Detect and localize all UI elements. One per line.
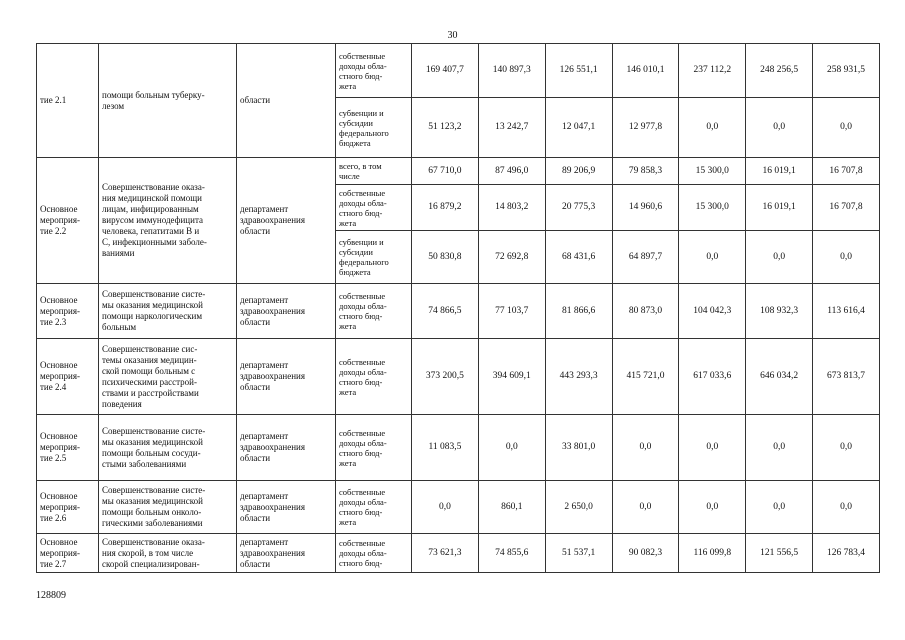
value-cell: 443 293,3 [545,339,612,415]
measure-name: помощи больным туберку- лезом [102,89,205,111]
value-cell: 16 707,8 [813,158,880,185]
value-cell: 80 873,0 [612,284,679,339]
value-cell: 13 242,7 [478,98,545,158]
value-cell: 77 103,7 [478,284,545,339]
value-cell: 33 801,0 [545,415,612,481]
value-cell: 140 897,3 [478,44,545,98]
measure-code: Основное мероприя- тие 2.5 [37,415,99,481]
executor: области [240,95,271,105]
table-row [37,284,880,339]
value-cell: 12 977,8 [612,98,679,158]
value-cell: 14 803,2 [478,185,545,231]
measure-code: Основное мероприя- тие 2.3 [37,284,99,339]
value-cell: 394 609,1 [478,339,545,415]
value-cell: 16 019,1 [746,185,813,231]
measure-name: Совершенствование оказа- ния скорой, в том числе скорой специализирован- [99,534,237,573]
funding-source: собственные доходы обла- стного бюд- жета [336,44,412,98]
measure-name: Совершенствование сис- темы оказания медицин- ской помощи больным с психическими расстрой- ствами и расстройствами поведения [99,339,237,415]
value-cell: 126 551,1 [545,44,612,98]
executor: департамент здравоохранения области [237,534,336,573]
value-cell: 15 300,0 [679,185,746,231]
value-cell: 74 855,6 [478,534,545,573]
funding-source: субвенции и субсидии федерального бюджета [336,98,412,158]
footer-document-code: 128809 [36,590,66,601]
value-cell: 0,0 [746,98,813,158]
measure-code: Основное мероприя- тие 2.7 [37,534,99,573]
table-row [37,158,880,185]
value-cell: 0,0 [746,231,813,284]
value-cell: 121 556,5 [746,534,813,573]
value-cell: 11 083,5 [412,415,479,481]
value-cell: 116 099,8 [679,534,746,573]
executor: департамент здравоохранения области [237,415,336,481]
value-cell: 16 707,8 [813,185,880,231]
funding-source: собственные доходы обла- стного бюд- жета [336,284,412,339]
value-cell: 860,1 [478,481,545,534]
value-cell: 14 960,6 [612,185,679,231]
value-cell: 0,0 [679,415,746,481]
funding-source: собственные доходы обла- стного бюд- жета [336,339,412,415]
value-cell: 67 710,0 [412,158,479,185]
budget-table [36,43,880,573]
measure-name-cell [99,158,237,284]
value-cell: 0,0 [813,415,880,481]
value-cell: 16 019,1 [746,158,813,185]
funding-source: собственные доходы обла- стного бюд- жета [336,481,412,534]
value-cell: 64 897,7 [612,231,679,284]
value-cell: 16 879,2 [412,185,479,231]
executor: департамент здравоохранения области [237,481,336,534]
value-cell: 0,0 [813,231,880,284]
value-cell: 108 932,3 [746,284,813,339]
value-cell: 0,0 [746,415,813,481]
value-cell: 12 047,1 [545,98,612,158]
funding-source: собственные доходы обла- стного бюд- жета [336,185,412,231]
value-cell: 104 042,3 [679,284,746,339]
value-cell: 0,0 [612,415,679,481]
value-cell: 50 830,8 [412,231,479,284]
measure-name-cell [99,44,237,158]
value-cell: 74 866,5 [412,284,479,339]
page-number: 30 [447,30,458,41]
table-row [37,44,880,98]
value-cell: 113 616,4 [813,284,880,339]
measure-code: Основное мероприя- тие 2.6 [37,481,99,534]
value-cell: 415 721,0 [612,339,679,415]
funding-source: собственные доходы обла- стного бюд- [336,534,412,573]
value-cell: 0,0 [412,481,479,534]
value-cell: 258 931,5 [813,44,880,98]
measure-name: Совершенствование систе- мы оказания медицинской помощи больным сосуди- стыми заболеваниями [99,415,237,481]
value-cell: 373 200,5 [412,339,479,415]
value-cell: 0,0 [679,231,746,284]
value-cell: 0,0 [813,98,880,158]
executor: департамент здравоохранения области [237,339,336,415]
value-cell: 0,0 [612,481,679,534]
table-row [37,534,880,573]
value-cell: 15 300,0 [679,158,746,185]
value-cell: 20 775,3 [545,185,612,231]
executor-cell [237,158,336,284]
value-cell: 72 692,8 [478,231,545,284]
value-cell: 68 431,6 [545,231,612,284]
value-cell: 73 621,3 [412,534,479,573]
value-cell: 646 034,2 [746,339,813,415]
measure-name: Совершенствование оказа- ния медицинской помощи лицам, инфицированным вирусом иммунодефицита человека, гепатитами В и С, инфекционными заболе- ваниями [102,182,207,258]
funding-source: субвенции и субсидии федерального бюджета [336,231,412,284]
value-cell: 169 407,7 [412,44,479,98]
value-cell: 2 650,0 [545,481,612,534]
value-cell: 0,0 [679,98,746,158]
value-cell: 0,0 [478,415,545,481]
measure-code: Основное мероприя- тие 2.4 [37,339,99,415]
executor: департамент здравоохранения области [240,204,306,236]
measure-code: Основное мероприя- тие 2.2 [40,204,80,236]
value-cell: 89 206,9 [545,158,612,185]
executor-cell [237,44,336,158]
value-cell: 146 010,1 [612,44,679,98]
measure-code-cell [37,44,99,158]
measure-code: тие 2.1 [40,95,67,105]
value-cell: 90 082,3 [612,534,679,573]
value-cell: 51 123,2 [412,98,479,158]
value-cell: 673 813,7 [813,339,880,415]
value-cell: 126 783,4 [813,534,880,573]
value-cell: 81 866,6 [545,284,612,339]
table-row [37,481,880,534]
table-row [37,415,880,481]
value-cell: 617 033,6 [679,339,746,415]
value-cell: 0,0 [679,481,746,534]
measure-code-cell [37,158,99,284]
funding-source: всего, в том числе [336,158,412,185]
funding-source: собственные доходы обла- стного бюд- жета [336,415,412,481]
table-row [37,339,880,415]
executor: департамент здравоохранения области [237,284,336,339]
value-cell: 248 256,5 [746,44,813,98]
value-cell: 0,0 [813,481,880,534]
value-cell: 237 112,2 [679,44,746,98]
value-cell: 79 858,3 [612,158,679,185]
value-cell: 0,0 [746,481,813,534]
value-cell: 87 496,0 [478,158,545,185]
measure-name: Совершенствование систе- мы оказания медицинской помощи больным онколо- гическими заболеваниями [99,481,237,534]
measure-name: Совершенствование систе- мы оказания медицинской помощи наркологическим больным [99,284,237,339]
value-cell: 51 537,1 [545,534,612,573]
